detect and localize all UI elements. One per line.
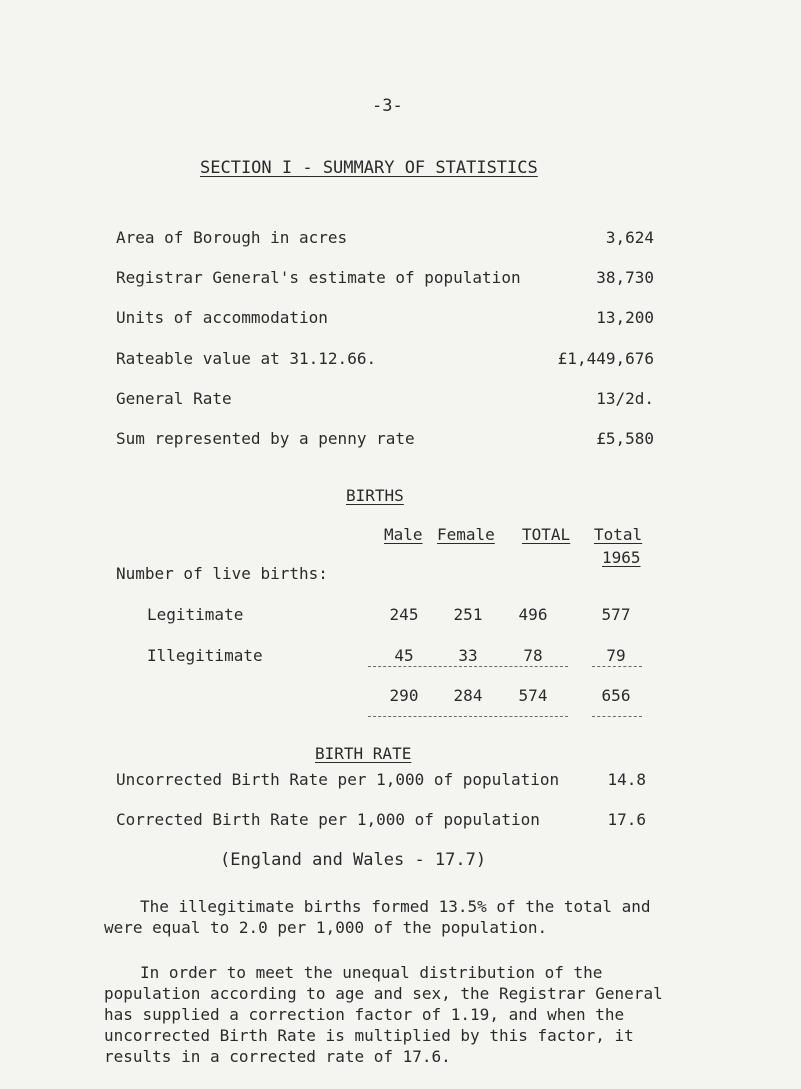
row-label-legitimate: Legitimate [147,605,244,624]
births-heading: BIRTHS [346,486,404,505]
correction-factor-paragraph: In order to meet the unequal distribution of the population according to age and sex, the Registrar General has supplied a correction factor of 1.19, and when the uncorrected Birth Rate is multiplied by this factor, it results in a corrected rate of 17.6. [104,963,663,1066]
corrected-birth-rate-label: Corrected Birth Rate per 1,000 of population [116,810,540,829]
summary-label-penny-rate: Sum represented by a penny rate [116,429,415,448]
cell-illegitimate-male: 45 [394,646,414,665]
column-header-year: 1965 [602,548,641,567]
corrected-birth-rate-value: 17.6 [607,810,646,829]
summary-label-rateable-value: Rateable value at 31.12.66. [116,349,377,368]
cell-illegitimate-female: 33 [458,646,478,665]
cell-legitimate-male: 245 [389,605,419,624]
summary-label-general-rate: General Rate [116,389,232,408]
page-number: -3- [372,96,403,116]
total-rule-1965 [592,716,642,717]
column-header-male: Male [384,525,423,544]
summary-value-rateable-value: £1,449,676 [557,349,654,368]
summary-label-accommodation: Units of accommodation [116,308,328,327]
summary-value-population: 38,730 [596,268,654,287]
summary-value-general-rate: 13/2d. [596,389,654,408]
cell-legitimate-total-1965: 577 [601,605,631,624]
subtotal-rule-1965 [592,666,642,667]
illegitimate-paragraph: The illegitimate births formed 13.5% of the total and were equal to 2.0 per 1,000 of the population. [104,897,651,937]
row-label-illegitimate: Illegitimate [147,646,263,665]
column-header-total: TOTAL [522,525,571,544]
subtotal-rule [368,666,568,667]
cell-total-male: 290 [389,686,419,705]
summary-label-area: Area of Borough in acres [116,228,348,247]
total-rule [368,716,568,717]
column-header-total-prior: Total [594,525,643,544]
births-row-label: Number of live births: [116,564,328,583]
cell-illegitimate-total-1965: 79 [606,646,626,665]
uncorrected-birth-rate-value: 14.8 [607,770,646,789]
cell-total-female: 284 [453,686,483,705]
cell-total-1965: 656 [601,686,631,705]
cell-legitimate-total: 496 [518,605,548,624]
summary-label-population: Registrar General's estimate of population [116,268,521,287]
cell-illegitimate-total: 78 [523,646,543,665]
england-wales-note: (England and Wales - 17.7) [220,850,487,870]
uncorrected-birth-rate-label: Uncorrected Birth Rate per 1,000 of population [116,770,560,789]
summary-value-accommodation: 13,200 [596,308,654,327]
cell-total-total: 574 [518,686,548,705]
summary-value-area: 3,624 [605,228,654,247]
birth-rate-heading: BIRTH RATE [315,744,412,763]
summary-value-penny-rate: £5,580 [596,429,654,448]
column-header-female: Female [437,525,495,544]
section-title: SECTION I - SUMMARY OF STATISTICS [200,158,538,178]
cell-legitimate-female: 251 [453,605,483,624]
